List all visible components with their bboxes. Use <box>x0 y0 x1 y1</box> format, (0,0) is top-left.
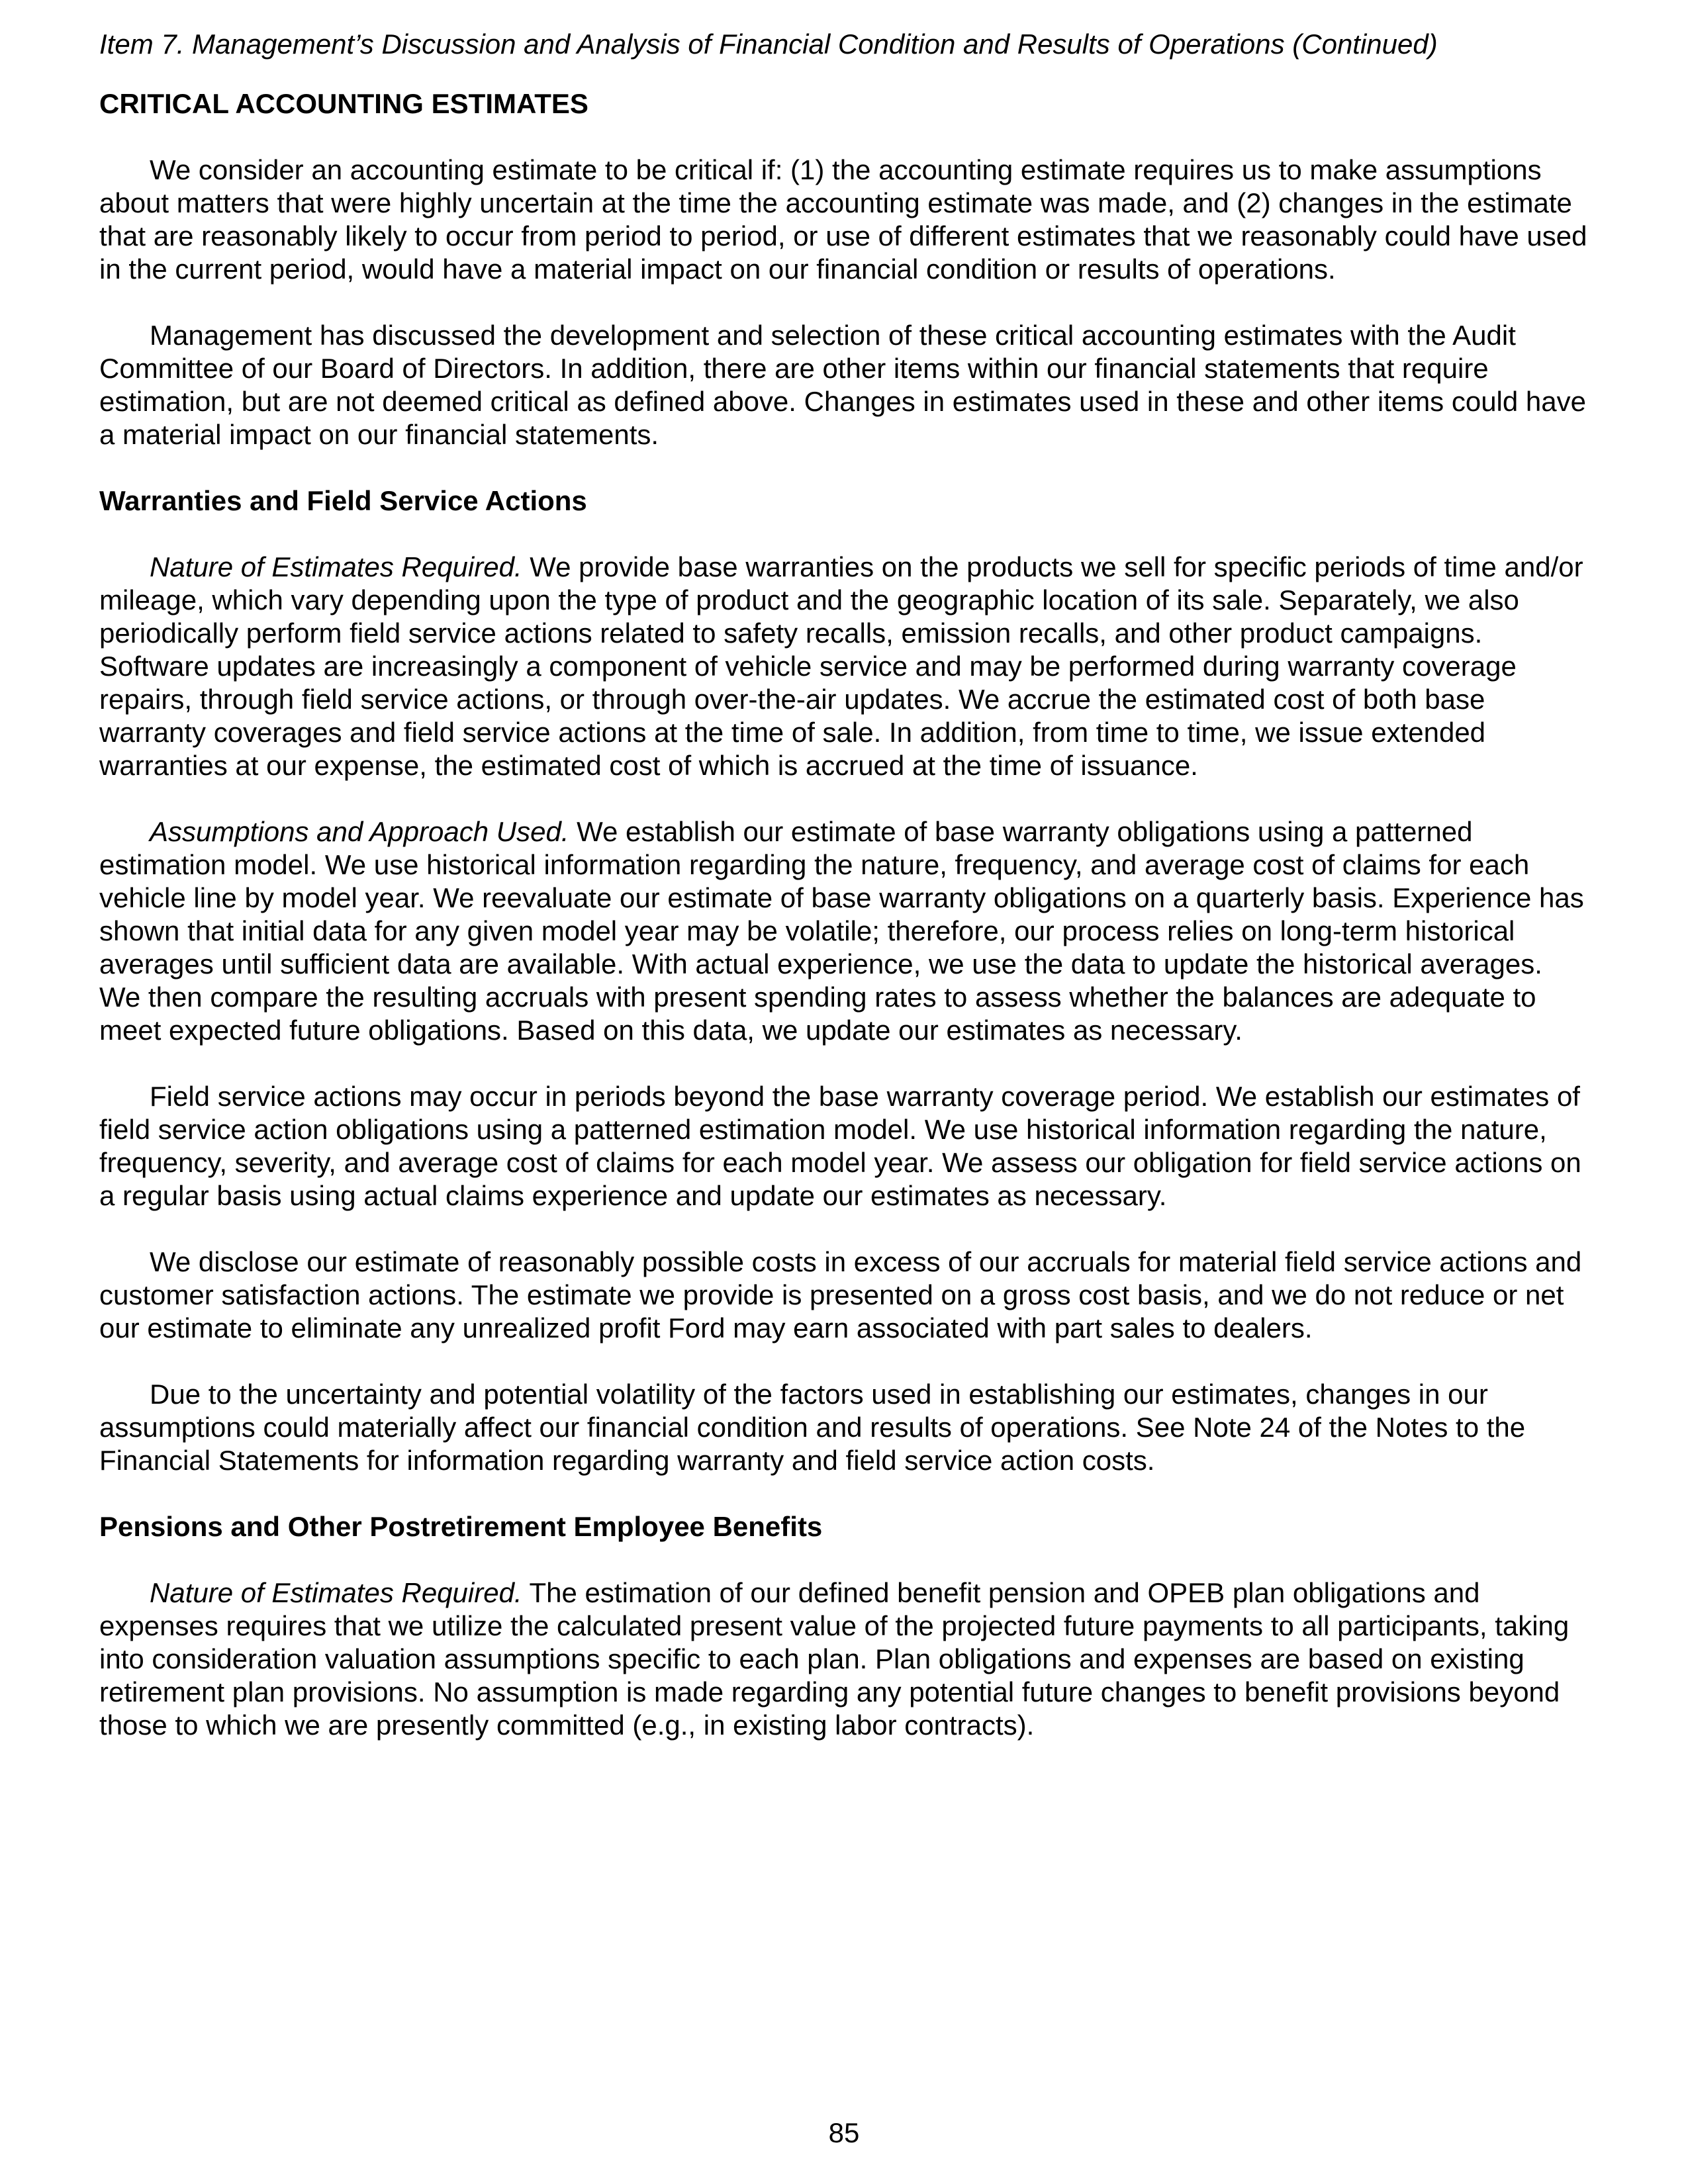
field-service-paragraph: Field service actions may occur in periods beyond the base warranty coverage period. We establish our estimates of field service action obligations using a patterned estimation model. We use historical information regarding the nature, frequency, severity, and average cost of claims for each model year. We assess our obligation for field service actions on a regular basis using actual claims experience and update our estimates as necessary. <box>99 1081 1581 1211</box>
warranties-nature-paragraph <box>99 551 1589 782</box>
running-head: Item 7. Management’s Discussion and Analysis of Financial Condition and Results of Operations (Continued) <box>99 28 1438 60</box>
intro-paragraph-2: Management has discussed the development and selection of these critical accounting estimates with the Audit Committee of our Board of Directors. In addition, there are other items within our financial statements that require estimation, but are not deemed critical as defined above. Changes in estimates used in these and other items could have a material impact on our financial statements. <box>99 320 1586 450</box>
intro-paragraph-1: We consider an accounting estimate to be critical if: (1) the accounting estimate requires us to make assumptions about matters that were highly uncertain at the time the accounting estimate was made, and (2) changes in the estimate that are reasonably likely to occur from period to period, or use of different estimates that we reasonably could have used in the current period, would have a material impact on our financial condition or results of operations. <box>99 154 1587 285</box>
pensions-nature-text: The estimation of our defined benefit pension and OPEB plan obligations and expenses requires that we utilize the calculated present value of the projected future payments to all participants, taking into consideration valuation assumptions specific to each plan. Plan obligations and expenses are based on existing retirement plan provisions. No assumption is made regarding any potential future changes to benefit provisions beyond those to which we are presently committed (e.g., in existing labor contracts). <box>99 1577 1570 1741</box>
warranties-assumptions-text: We establish our estimate of base warranty obligations using a patterned estimation model. We use historical information regarding the nature, frequency, and average cost of claims for each vehicle line by model year. We reevaluate our estimate of base warranty obligations on a quarterly basis. Experience has shown that initial data for any given model year may be volatile; therefore, our process relies on long-term historical averages until sufficient data are available. With actual experience, we use the data to update the historical averages. We then compare the resulting accruals with present spending rates to assess whether the balances are adequate to meet expected future obligations. Based on this data, we update our estimates as necessary. <box>99 816 1584 1046</box>
page-number: 85 <box>828 2117 860 2148</box>
uncertainty-paragraph: Due to the uncertainty and potential volatility of the factors used in establishing our estimates, changes in our assumptions could materially affect our financial condition and results of operations. See Note 24 of the Notes to the Financial Statements for information regarding warranty and field service action costs. <box>99 1379 1526 1476</box>
warranties-heading: Warranties and Field Service Actions <box>99 485 587 516</box>
disclosure-paragraph: We disclose our estimate of reasonably possible costs in excess of our accruals for material field service actions and customer satisfaction actions. The estimate we provide is presented on a gross cost basis, and we do not reduce or net our estimate to eliminate any unrealized profit Ford may earn associated with part sales to dealers. <box>99 1246 1582 1343</box>
warranties-nature-lead: Nature of Estimates Required. <box>150 551 522 582</box>
warranties-nature-text: We provide base warranties on the products we sell for specific periods of time and/or mileage, which vary depending upon the type of product and the geographic location of its sale. Separately, we also periodically perform field service actions related to safety recalls, emission recalls, and other product campaigns. Software updates are increasingly a component of vehicle service and may be performed during warranty coverage repairs, through field service actions, or through over-the-air updates. We accrue the estimated cost of both base warranty coverages and field service actions at the time of sale. In addition, from time to time, we issue extended warranties at our expense, the estimated cost of which is accrued at the time of issuance. <box>99 551 1583 781</box>
pensions-nature-lead: Nature of Estimates Required. <box>150 1577 522 1608</box>
warranties-assumptions-paragraph <box>99 815 1589 1047</box>
section-title: CRITICAL ACCOUNTING ESTIMATES <box>99 88 588 119</box>
pensions-heading: Pensions and Other Postretirement Employee Benefits <box>99 1511 823 1542</box>
warranties-assumptions-lead: Assumptions and Approach Used. <box>150 816 569 847</box>
pensions-nature-paragraph <box>99 1576 1589 1742</box>
document-page <box>99 28 1589 1775</box>
